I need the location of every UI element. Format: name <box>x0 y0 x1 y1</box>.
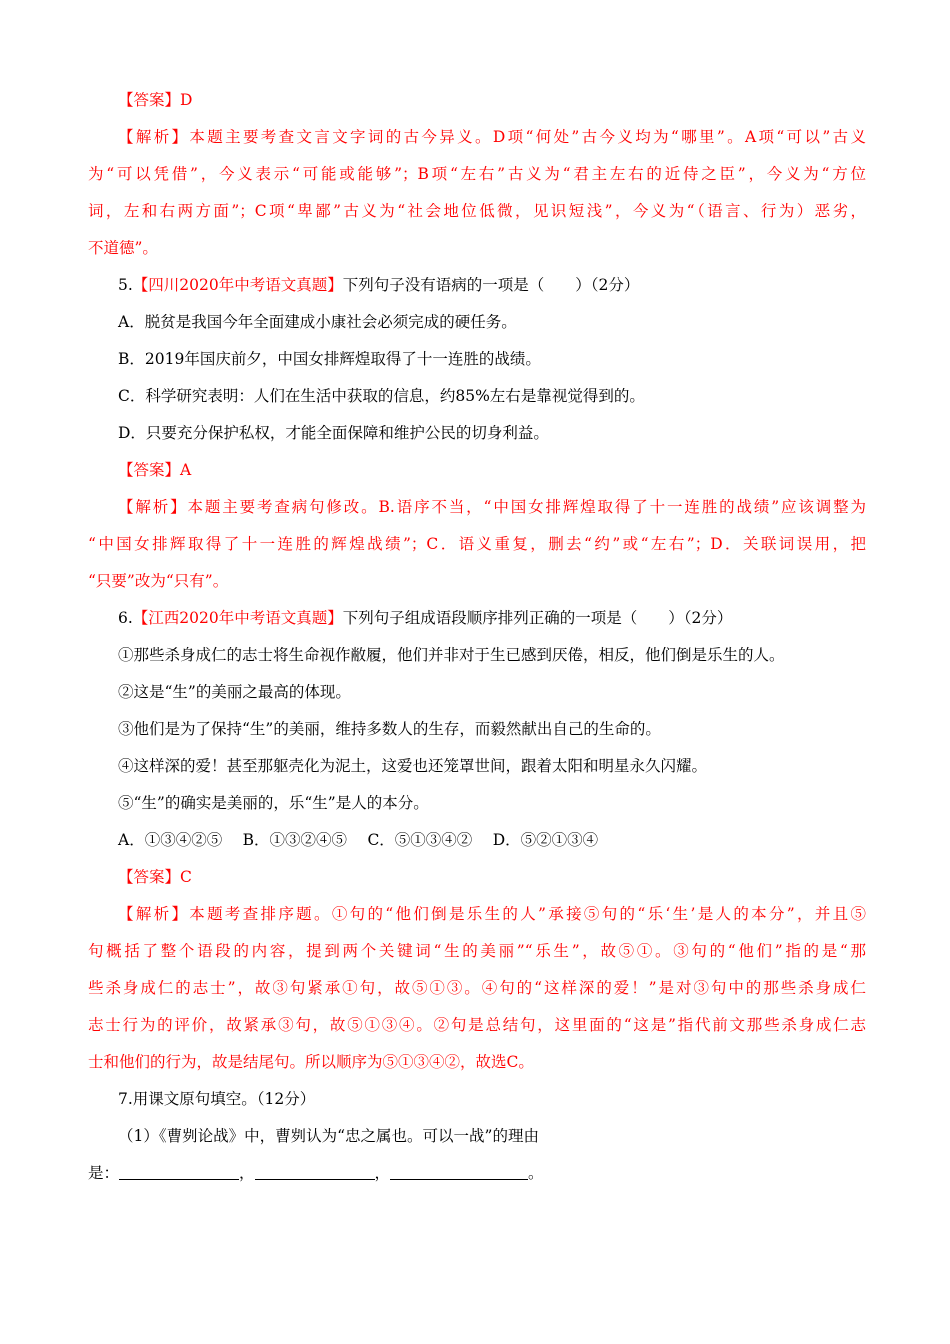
q6-options: A．①③④②⑤ B．①③②④⑤ C．⑤①③④② D．⑤②①③④ <box>118 831 599 849</box>
analysis-line: “中国女排辉取得了十一连胜的辉煌战绩”；C．语义重复，删去“约”或“左右”；D．关联词误用，把 <box>88 535 866 553</box>
analysis-line: 不道德”。 <box>88 239 158 257</box>
analysis-line: 词，左和右两方面”；C项“卑鄙”古义为“社会地位低微，见识短浅”，今义为“（语言、行为）恶劣， <box>88 202 866 220</box>
q6-answer <box>88 859 866 896</box>
q6-stem: 6.【江西2020年中考语文真题】下列句子组成语段顺序排列正确的一项是（ ）（2分） <box>118 609 733 627</box>
analysis-line: 【解析】本题主要考查病句修改。B.语序不当，“中国女排辉煌取得了十一连胜的战绩”应该调整为 <box>118 498 866 516</box>
analysis-line: 句概括了整个语段的内容，提到两个关键词“生的美丽”“乐生”，故⑤①。③句的“他们”指的是“那 <box>88 942 866 960</box>
q5-option-c: C．科学研究表明：人们在生活中获取的信息，约85%左右是靠视觉得到的。 <box>118 387 645 405</box>
answer-label: 【答案】 <box>118 461 181 479</box>
answer-value: D <box>180 91 193 109</box>
analysis-line: 志士行为的评价，故紧承③句，故⑤①③④。②句是总结句，这里面的“这是”指代前文那些杀身成仁志 <box>88 1016 866 1034</box>
blank-1[interactable] <box>119 1161 239 1180</box>
q6-sentence-2: ②这是“生”的美丽之最高的体现。 <box>118 683 351 701</box>
q5-option-a: A．脱贫是我国今年全面建成小康社会必须完成的硬任务。 <box>118 313 517 331</box>
document-page <box>88 82 866 1192</box>
analysis-label: 【解析】 <box>118 498 188 516</box>
q5-option-d: D．只要充分保护私权，才能全面保障和维护公民的切身利益。 <box>118 424 549 442</box>
q6-sentence-3: ③他们是为了保持“生”的美丽，维持多数人的生存，而毅然献出自己的生命的。 <box>118 720 661 738</box>
analysis-line: 【解析】本题主要考查文言文字词的古今异义。D项“何处”古今义均为“哪里”。A项“可以”古义 <box>118 128 866 146</box>
q4-analysis <box>88 119 866 267</box>
q6-sentence-4: ④这样深的爱！甚至那躯壳化为泥土，这爱也还笼罩世间，跟着太阳和明星永久闪耀。 <box>118 757 708 775</box>
q6-analysis <box>88 896 866 1081</box>
q7-fill-line: 是： ， ， 。 <box>88 1155 866 1192</box>
q4-answer <box>88 82 866 119</box>
q5-analysis <box>88 489 866 600</box>
answer-value: C <box>180 868 192 886</box>
analysis-line: 为“可以凭借”，今义表示“可能或能够”；B项“左右”古义为“君主左右的近侍之臣”，今义为“方位 <box>88 165 866 183</box>
analysis-label: 【解析】 <box>118 905 190 923</box>
blank-3[interactable] <box>390 1161 528 1180</box>
q6-source: 【江西2020年中考语文真题】 <box>132 609 343 627</box>
q6-sentence-1: ①那些杀身成仁的志士将生命视作敝履，他们并非对于生已感到厌倦，相反，他们倒是乐生的人。 <box>118 646 785 664</box>
answer-label: 【答案】 <box>118 91 181 109</box>
analysis-line: “只要”改为“只有”。 <box>88 572 229 590</box>
analysis-line: 士和他们的行为，故是结尾句。所以顺序为⑤①③④②，故选C。 <box>88 1053 534 1071</box>
answer-value: A <box>180 461 192 479</box>
q5-answer <box>88 452 866 489</box>
analysis-line: 【解析】本题考查排序题。①句的“他们倒是乐生的人”承接⑤句的“乐‘生’是人的本分”，并且⑤ <box>118 905 866 923</box>
answer-label: 【答案】 <box>118 868 181 886</box>
analysis-line: 些杀身成仁的志士”，故③句紧承①句，故⑤①③。④句的“这样深的爱！”是对③句中的那些杀身成仁 <box>88 979 866 997</box>
blank-2[interactable] <box>255 1161 375 1180</box>
analysis-label: 【解析】 <box>118 128 190 146</box>
q5-source: 【四川2020年中考语文真题】 <box>132 276 343 294</box>
q7-stem: 7.用课文原句填空。（12分） <box>118 1090 316 1108</box>
q5-stem: 5.【四川2020年中考语文真题】下列句子没有语病的一项是（ ）（2分） <box>118 276 640 294</box>
q5-option-b: B．2019年国庆前夕，中国女排辉煌取得了十一连胜的战绩。 <box>118 350 541 368</box>
q6-sentence-5: ⑤“生”的确实是美丽的，乐“生”是人的本分。 <box>118 794 429 812</box>
q7-sub1: （1）《曹刿论战》中，曹刿认为“忠之属也。可以一战”的理由 <box>118 1127 539 1145</box>
